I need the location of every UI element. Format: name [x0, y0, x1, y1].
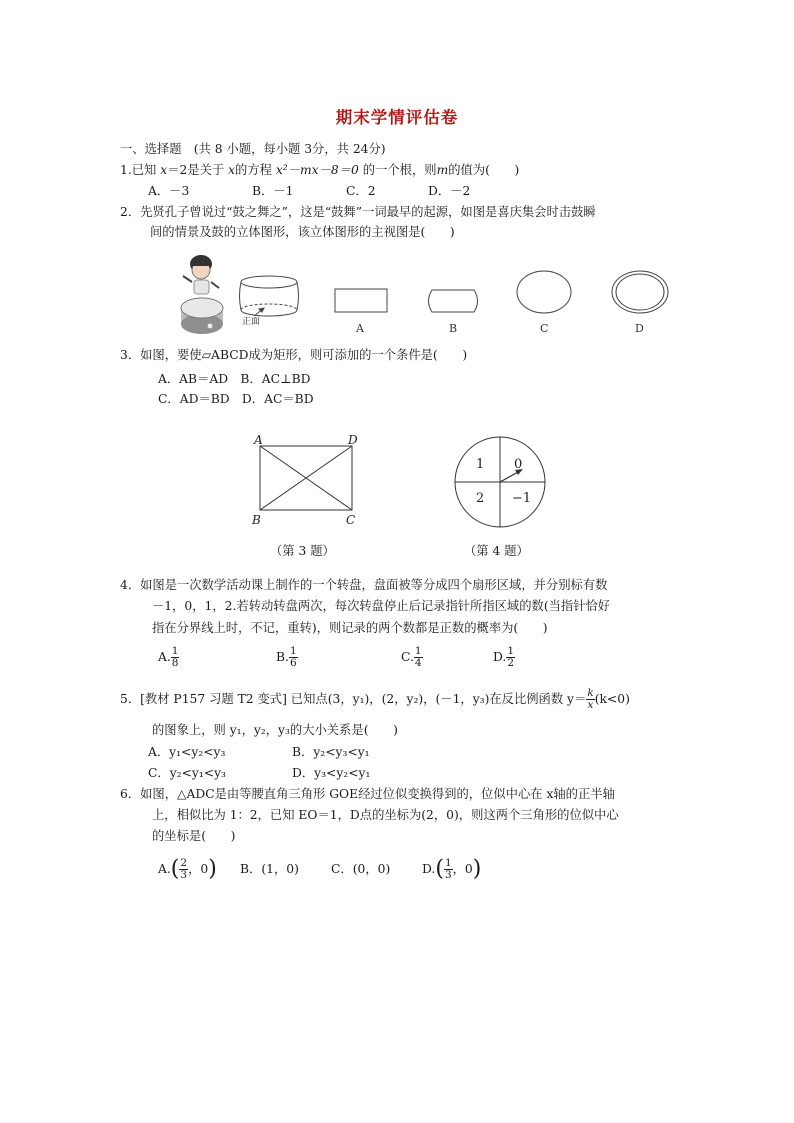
option-b-barrel [429, 290, 478, 312]
figure-3-caption: （第 3 题） [270, 544, 335, 558]
q5-option-b: B．y₂<y₃<y₁ [292, 745, 370, 759]
q6-option-a: A.( $\frac{2}{3}$ ，0) [158, 856, 217, 882]
question-4-line-3: 指在分界线上时，不记，重转)，则记录的两个数都是正数的概率为( ) [152, 621, 548, 635]
drum-solid [240, 276, 299, 316]
sector-label-1: 1 [476, 457, 485, 472]
q3-options-row-1: A．AB＝AD B．AC⊥BD [158, 372, 311, 386]
vertex-c: C [346, 513, 356, 527]
question-2-line-2: 间的情景及鼓的立体图形，该立体图形的主视图是( ) [150, 225, 455, 239]
question-4-line-2: －1，0，1，2.若转动转盘两次，每次转盘停止后记录指针所指区域的数(当指针恰好 [152, 599, 611, 613]
section-heading: 一、选择题 (共 8 小题，每小题 3分，共 24分) [120, 142, 386, 156]
q1-option-c: C．2 [346, 184, 376, 198]
page-title: 期末学情评估卷 [335, 108, 459, 127]
sector-label-2: 2 [476, 491, 485, 506]
q5-option-a: A．y₁<y₂<y₃ [148, 745, 226, 759]
drummer-illustration [181, 255, 223, 334]
option-d-ellipse-inner [616, 274, 664, 310]
option-a-rectangle [335, 289, 387, 312]
question-4-line-1: 4．如图是一次数学活动课上制作的一个转盘，盘面被等分成四个扇形区域，并分别标有数 [120, 578, 608, 592]
q5-option-c: C．y₂<y₁<y₃ [148, 766, 226, 780]
question-3-stem: 3．如图，要使▱ABCD成为矩形，则可添加的一个条件是( ) [120, 348, 468, 362]
option-d-label: D [635, 322, 644, 335]
sector-label-neg1: −1 [512, 491, 532, 506]
q1-option-d: D．－2 [428, 184, 471, 198]
option-c-ellipse [517, 271, 571, 313]
option-d-ellipse-outer [612, 271, 668, 313]
q4-option-c: C. $\frac{1}{4}$ [401, 645, 422, 669]
q1-option-a: A．－3 [148, 184, 190, 198]
q4-option-b: B. $\frac{1}{6}$ [276, 645, 297, 669]
question-5-line-2: 的图象上，则 y₁，y₂，y₃的大小关系是( ) [152, 723, 398, 737]
question-2-line-1: 2．先贤孔子曾说过“鼓之舞之”，这是“鼓舞”一词最早的起源，如图是喜庆集会时击鼓瞬 [120, 205, 596, 219]
q6-option-d: D.( $\frac{1}{3}$ ，0) [422, 856, 482, 882]
q6-option-c: C．(0，0) [331, 862, 391, 876]
q3-options-row-2: C．AD＝BD D．AC＝BD [158, 392, 314, 406]
q1-option-b: B．－1 [252, 184, 294, 198]
q4-option-d: D. $\frac{1}{2}$ [493, 645, 515, 669]
vertex-b: B [252, 513, 261, 527]
option-c-label: C [540, 322, 549, 335]
sector-label-0: 0 [514, 457, 523, 472]
option-b-label: B [449, 322, 458, 335]
q4-option-a: A. $\frac{1}{8}$ [158, 645, 179, 669]
q5-option-d: D．y₃<y₂<y₁ [292, 766, 371, 780]
figure-4-caption: （第 4 题） [464, 544, 529, 558]
question-6-line-3: 的坐标是( ) [152, 829, 236, 843]
vertex-d: D [348, 433, 358, 447]
question-5-line-1: 5．[教材 P157 习题 T2 变式] 已知点(3，y₁)，(2，y₂)，(－1，y₃)在反比例函数 y＝ $\frac{k}{x}$ (k<0) [120, 687, 630, 711]
question-1-stem: 1.已知 x＝2是关于 x的方程 x²－mx－8＝0 的一个根，则m的值为( ) [120, 163, 520, 177]
front-label: 正面 [242, 317, 261, 327]
question-6-line-2: 上，相似比为 1：2，已知 EO＝1，D点的坐标为(2，0)，则这两个三角形的位似中心 [152, 808, 619, 822]
question-6-line-1: 6．如图，△ADC是由等腰直角三角形 GOE经过位似变换得到的，位似中心在 x轴的正半轴 [120, 787, 615, 801]
q6-option-b: B．(1，0) [240, 862, 299, 876]
option-a-label: A [356, 322, 364, 335]
rectangle-figure [248, 430, 378, 530]
spinner-figure [450, 430, 550, 534]
vertex-a: A [254, 433, 263, 447]
drum-figures [170, 250, 690, 340]
